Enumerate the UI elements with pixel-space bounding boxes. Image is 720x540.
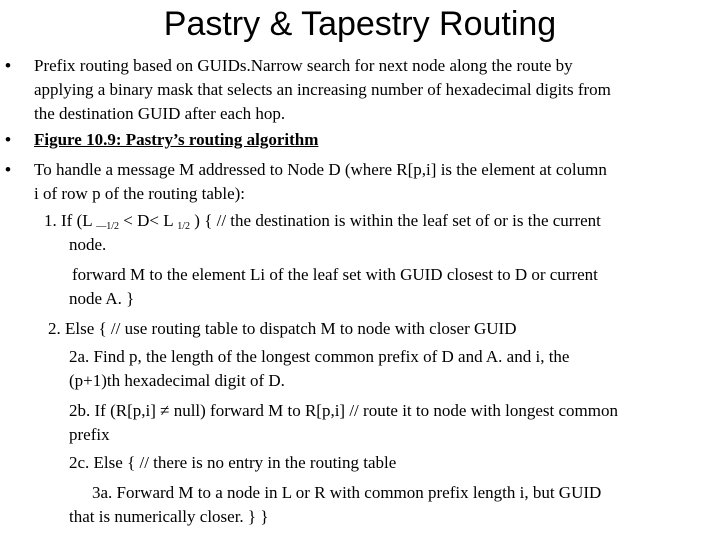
text-line: To handle a message M addressed to Node D (where R[p,i] is the element at column — [34, 160, 607, 179]
step-3a-line: 3a. Forward M to a node in L or R with common prefix length i, but GUID — [92, 483, 602, 502]
text-line: node. — [69, 235, 107, 254]
text-line: forward M to the element Li of the leaf set with GUID closest to D or current — [72, 265, 598, 284]
text-line: applying a binary mask that selects an increasing number of hexadecimal digits from — [34, 80, 611, 99]
text-line: i of row p of the routing table): — [34, 184, 246, 203]
slide-title: Pastry & Tapestry Routing — [163, 5, 557, 43]
step-1-line — [44, 210, 601, 235]
bullet-icon: • — [5, 56, 11, 75]
step-1-suffix: ) { // the destination is within the leaf set of or is the current — [190, 211, 601, 230]
bullet-icon: • — [5, 130, 11, 149]
text-line: Prefix routing based on GUIDs.Narrow search for next node along the route by — [34, 56, 573, 75]
step-1-subscript-right: 1/2 — [177, 221, 191, 232]
step-1-subscript-left: —1/2 — [96, 221, 120, 232]
step-2c-line: 2c. Else { // there is no entry in the routing table — [69, 453, 397, 472]
figure-reference: Figure 10.9: Pastry’s routing algorithm — [34, 130, 319, 149]
step-1-prefix: 1. If (L — [44, 211, 97, 230]
bullet-icon: • — [5, 160, 11, 179]
step-1-middle: < D< L — [119, 211, 178, 230]
text-line: the destination GUID after each hop. — [34, 104, 286, 123]
step-2b-line: 2b. If (R[p,i] ≠ null) forward M to R[p,i] // route it to node with longest common — [69, 401, 618, 420]
text-line: prefix — [69, 425, 110, 444]
step-2a-line: 2a. Find p, the length of the longest common prefix of D and A. and i, the — [69, 347, 570, 366]
step-2-line: 2. Else { // use routing table to dispatch M to node with closer GUID — [48, 319, 517, 338]
text-line: node A. } — [69, 289, 135, 308]
text-line: (p+1)th hexadecimal digit of D. — [69, 371, 285, 390]
text-line: that is numerically closer. } } — [69, 507, 269, 526]
